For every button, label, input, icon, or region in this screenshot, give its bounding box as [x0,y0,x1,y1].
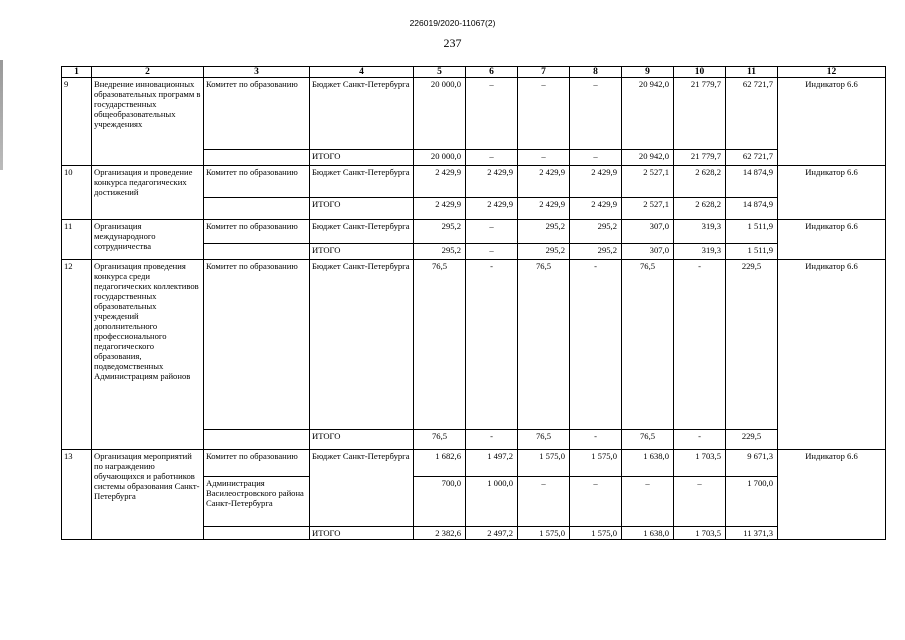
header-row [62,67,886,78]
indicator: Индикатор 6.6 [778,450,886,540]
value-cell: 20 942,0 [622,78,674,150]
indicator: Индикатор 6.6 [778,220,886,260]
column-header: 7 [518,67,570,78]
total-cell: - [466,430,518,450]
value-cell: - [674,260,726,430]
empty-cell [204,150,310,166]
total-label: ИТОГО [310,527,414,540]
total-label: ИТОГО [310,244,414,260]
activity-name: Организация мероприятий по награждению обучающихся и работников системы образования Санкт-Петербурга [92,450,204,540]
total-cell: 319,3 [674,244,726,260]
value-cell: 295,2 [414,220,466,244]
total-cell: 2 497,2 [466,527,518,540]
executor: Комитет по образованию [204,166,310,198]
column-header: 12 [778,67,886,78]
value-cell: – [518,477,570,527]
funding-source: Бюджет Санкт-Петербурга [310,220,414,244]
column-header: 11 [726,67,778,78]
total-cell: 2 382,6 [414,527,466,540]
empty-cell [204,430,310,450]
row-number: 10 [62,166,92,220]
total-cell: 2 628,2 [674,198,726,220]
empty-cell [204,527,310,540]
value-cell: 295,2 [570,220,622,244]
table-row [62,78,886,150]
value-cell: 1 000,0 [466,477,518,527]
value-cell: – [466,78,518,150]
value-cell: – [570,477,622,527]
value-cell: 2 429,9 [518,166,570,198]
total-cell: - [674,430,726,450]
value-cell: 1 638,0 [622,450,674,477]
column-header: 5 [414,67,466,78]
total-cell: 2 429,9 [518,198,570,220]
value-cell: 76,5 [622,260,674,430]
total-cell: 76,5 [414,430,466,450]
value-cell: – [622,477,674,527]
empty-cell [204,244,310,260]
total-cell: 1 638,0 [622,527,674,540]
total-cell: 2 429,9 [570,198,622,220]
value-cell: – [466,220,518,244]
executor: Комитет по образованию [204,78,310,150]
executor: Комитет по образованию [204,220,310,244]
value-cell: 307,0 [622,220,674,244]
total-cell: 1 703,5 [674,527,726,540]
value-cell: 76,5 [414,260,466,430]
executor: Комитет по образованию [204,450,310,477]
total-cell: – [570,150,622,166]
total-cell: 295,2 [570,244,622,260]
column-header: 10 [674,67,726,78]
total-cell: 14 874,9 [726,198,778,220]
value-cell: 76,5 [518,260,570,430]
activity-name: Внедрение инновационных образовательных программ в государственных общеобразовательных учреждениях [92,78,204,166]
funding-source: Бюджет Санкт-Петербурга [310,78,414,150]
value-cell: 229,5 [726,260,778,430]
indicator: Индикатор 6.6 [778,166,886,220]
value-cell: – [674,477,726,527]
value-cell: 1 703,5 [674,450,726,477]
row-number: 13 [62,450,92,540]
indicator: Индикатор 6.6 [778,260,886,450]
column-header: 3 [204,67,310,78]
value-cell: 20 000,0 [414,78,466,150]
value-cell: 2 429,9 [570,166,622,198]
column-header: 2 [92,67,204,78]
document-id: 226019/2020-11067(2) [409,18,496,28]
value-cell: 9 671,3 [726,450,778,477]
value-cell: 14 874,9 [726,166,778,198]
total-label: ИТОГО [310,198,414,220]
table-row [62,220,886,244]
total-label: ИТОГО [310,150,414,166]
activity-name: Организация проведения конкурса среди педагогических коллективов государственных образовательных учреждений дополнительного профессионального педагогического образования, подведомственных Администрациям районов [92,260,204,450]
value-cell: 1 575,0 [570,450,622,477]
column-header: 1 [62,67,92,78]
value-cell: – [570,78,622,150]
value-cell: 1 511,9 [726,220,778,244]
value-cell: 319,3 [674,220,726,244]
value-cell: – [518,78,570,150]
total-cell: 295,2 [518,244,570,260]
funding-source: Бюджет Санкт-Петербурга [310,260,414,430]
column-header: 8 [570,67,622,78]
column-header: 6 [466,67,518,78]
executor: Комитет по образованию [204,260,310,430]
executor-secondary: Администрация Василеостровского района Санкт-Петербурга [204,477,310,527]
page-number: 237 [443,36,462,50]
total-cell: 2 527,1 [622,198,674,220]
funding-source: Бюджет Санкт-Петербурга [310,450,414,527]
budget-table [61,66,886,540]
value-cell: 62 721,7 [726,78,778,150]
total-cell: 2 429,9 [414,198,466,220]
table-row [62,260,886,430]
total-label: ИТОГО [310,430,414,450]
value-cell: 2 429,9 [414,166,466,198]
total-cell: 2 429,9 [466,198,518,220]
value-cell: - [466,260,518,430]
activity-name: Организация и проведение конкурса педагогических достижений [92,166,204,220]
total-cell: 20 942,0 [622,150,674,166]
value-cell: 2 429,9 [466,166,518,198]
empty-cell [204,198,310,220]
total-cell: 1 575,0 [570,527,622,540]
value-cell: 1 682,6 [414,450,466,477]
value-cell: - [570,260,622,430]
total-cell: 295,2 [414,244,466,260]
value-cell: 2 527,1 [622,166,674,198]
row-number: 11 [62,220,92,260]
total-cell: 20 000,0 [414,150,466,166]
indicator: Индикатор 6.6 [778,78,886,166]
total-cell: 1 575,0 [518,527,570,540]
row-number: 9 [62,78,92,166]
total-cell: – [466,244,518,260]
table-row [62,450,886,477]
funding-source: Бюджет Санкт-Петербурга [310,166,414,198]
value-cell: 1 575,0 [518,450,570,477]
total-cell: 21 779,7 [674,150,726,166]
total-cell: – [518,150,570,166]
row-number: 12 [62,260,92,450]
value-cell: 1 497,2 [466,450,518,477]
activity-name: Организация международного сотрудничества [92,220,204,260]
column-header: 9 [622,67,674,78]
value-cell: 1 700,0 [726,477,778,527]
total-cell: 11 371,3 [726,527,778,540]
total-cell: – [466,150,518,166]
total-cell: 76,5 [622,430,674,450]
value-cell: 295,2 [518,220,570,244]
value-cell: 2 628,2 [674,166,726,198]
total-cell: 307,0 [622,244,674,260]
value-cell: 700,0 [414,477,466,527]
total-cell: 62 721,7 [726,150,778,166]
column-header: 4 [310,67,414,78]
total-cell: 1 511,9 [726,244,778,260]
table-row [62,166,886,198]
total-cell: 76,5 [518,430,570,450]
total-cell: 229,5 [726,430,778,450]
value-cell: 21 779,7 [674,78,726,150]
scan-edge-mark [0,60,3,170]
total-cell: - [570,430,622,450]
